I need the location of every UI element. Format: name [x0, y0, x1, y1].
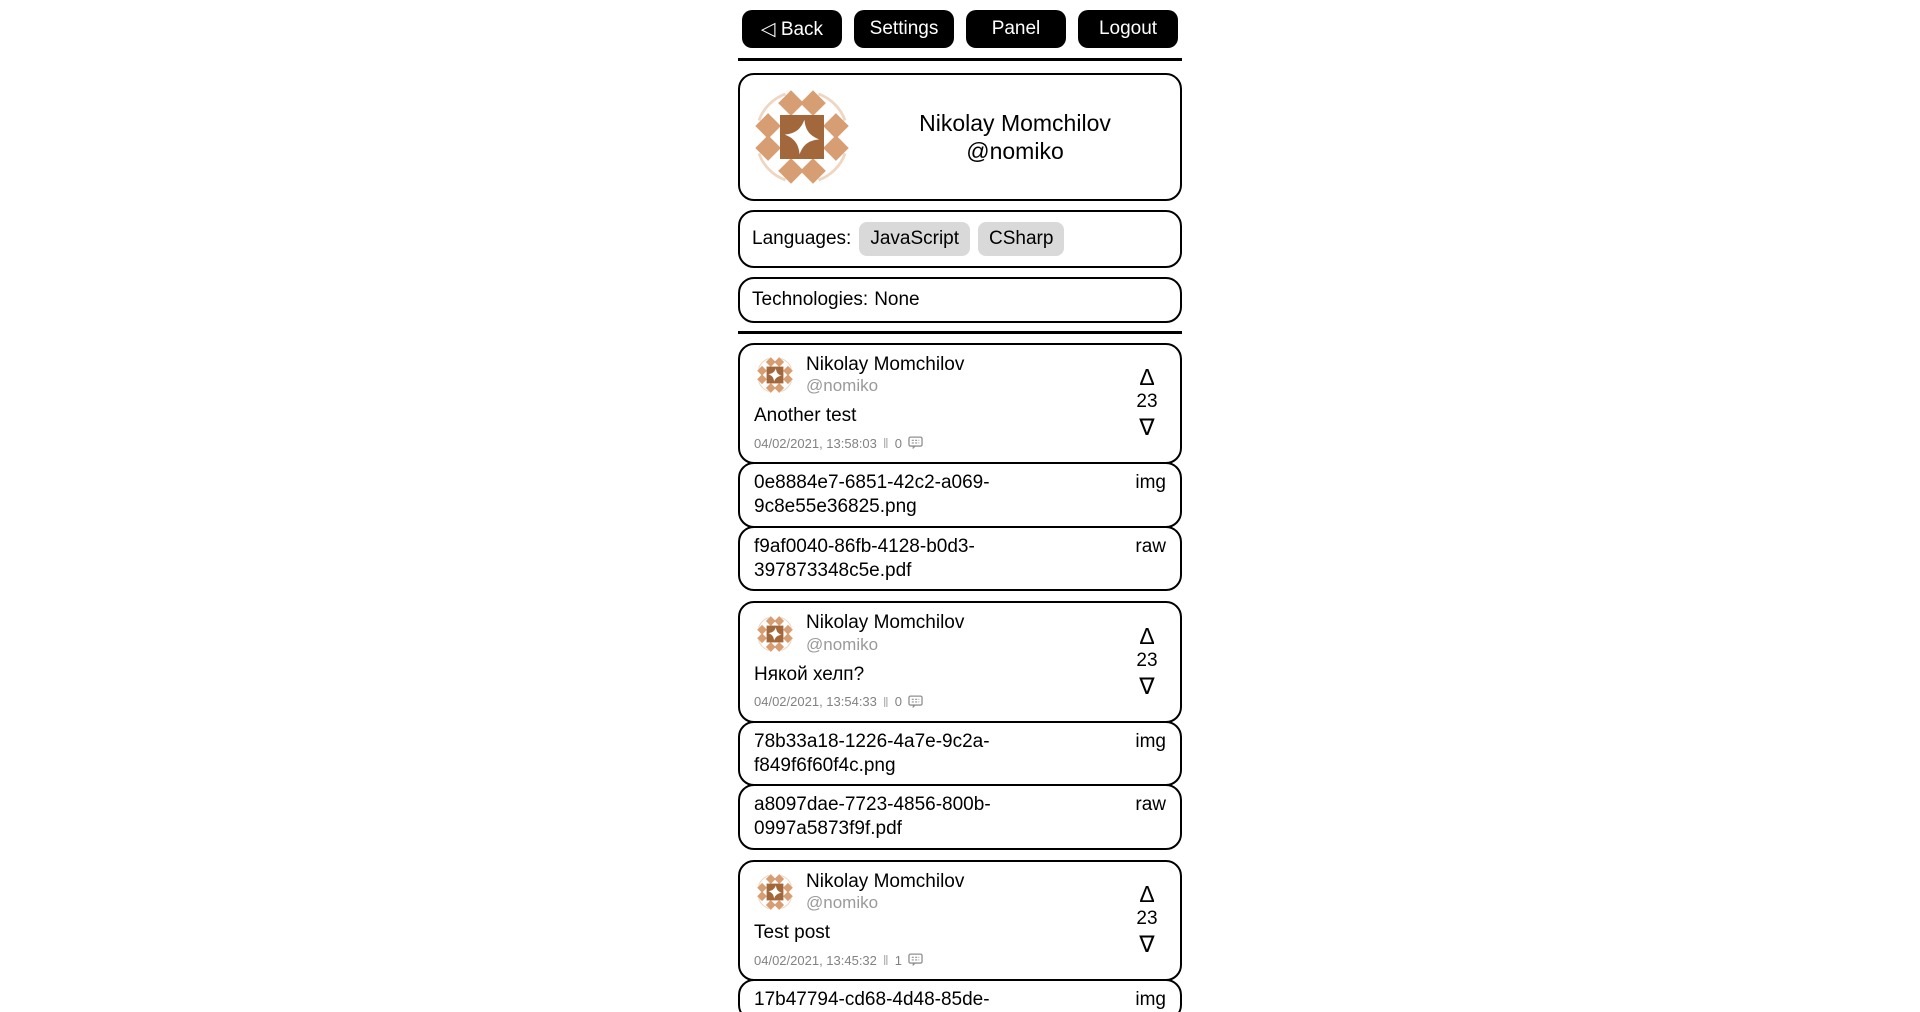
meta-separator: ‖: [882, 952, 889, 969]
comment-count: 0: [894, 435, 902, 451]
panel-button[interactable]: Panel: [966, 10, 1066, 48]
vote-column: [1128, 354, 1166, 451]
post-author-handle: @nomiko: [806, 893, 879, 913]
attachment-filename: 78b33a18-1226-4a7e-9c2a-f849f6f60f4c.png: [754, 730, 990, 776]
post-title: Another test: [754, 405, 857, 427]
upvote-button[interactable]: Δ: [1139, 622, 1155, 649]
attachment-filename: 0e8884e7-6851-42c2-a069-9c8e55e36825.png: [754, 472, 990, 518]
profile-page: [738, 0, 1182, 1012]
vote-count: 23: [1136, 908, 1158, 930]
post-meta: [754, 435, 1128, 451]
post-timestamp: 04/02/2021, 13:58:03: [754, 435, 877, 451]
post-header: [754, 612, 1128, 654]
post-group: [738, 860, 1182, 1012]
attachment-type: img: [1135, 730, 1166, 752]
back-button[interactable]: ◁ Back: [742, 10, 842, 48]
vote-column: [1128, 612, 1166, 709]
posts-divider: [738, 331, 1182, 334]
post-group: [738, 601, 1182, 849]
attachment-row[interactable]: [738, 721, 1182, 787]
post-author-avatar-icon: [754, 613, 796, 655]
technologies-label: Technologies:: [752, 289, 869, 310]
settings-button[interactable]: Settings: [854, 10, 954, 48]
language-badge-javascript: JavaScript: [859, 222, 970, 256]
post-meta: [754, 694, 1128, 710]
vote-count: 23: [1136, 391, 1158, 413]
downvote-button[interactable]: ∇: [1139, 672, 1155, 699]
profile-name: Nikolay Momchilov: [919, 109, 1111, 136]
post-group: [738, 343, 1182, 591]
attachment-row[interactable]: [738, 784, 1182, 850]
post-author-name: Nikolay Momchilov: [806, 354, 965, 375]
post-title: Някой хелп?: [754, 663, 865, 685]
post-author-avatar-icon: [754, 354, 796, 396]
post-card[interactable]: [738, 601, 1182, 722]
attachment-type: raw: [1135, 794, 1166, 816]
post-author-block: [806, 354, 964, 396]
technologies-card: [738, 277, 1182, 323]
toolbar: [738, 0, 1182, 48]
profile-handle: @nomiko: [966, 138, 1064, 164]
post-card[interactable]: [738, 343, 1182, 464]
attachment-row[interactable]: [738, 979, 1182, 1012]
comment-icon: [908, 953, 923, 967]
post-author-block: [806, 612, 964, 654]
attachment-type: img: [1135, 472, 1166, 494]
vote-count: 23: [1136, 649, 1158, 671]
post-card[interactable]: [738, 860, 1182, 981]
post-header: [754, 354, 1128, 396]
profile-names: [857, 109, 1173, 165]
comment-count: 1: [894, 952, 902, 968]
attachment-filename: a8097dae-7723-4856-800b-0997a5873f9f.pdf: [754, 794, 991, 840]
post-meta: [754, 952, 1128, 968]
downvote-button[interactable]: ∇: [1139, 931, 1155, 958]
attachment-row[interactable]: [738, 526, 1182, 592]
languages-label: Languages:: [752, 228, 852, 249]
attachment-filename: f9af0040-86fb-4128-b0d3-397873348c5e.pdf: [754, 535, 975, 581]
vote-column: [1128, 871, 1166, 968]
post-main: [754, 354, 1128, 451]
top-divider: [738, 58, 1182, 61]
languages-card: [738, 210, 1182, 268]
technologies-value: None: [874, 289, 920, 310]
post-header: [754, 871, 1128, 913]
comment-icon: [908, 695, 923, 709]
upvote-button[interactable]: Δ: [1139, 364, 1155, 391]
meta-separator: ‖: [882, 435, 889, 452]
post-author-block: [806, 871, 964, 913]
attachment-filename: 17b47794-cd68-4d48-85de-: [754, 989, 990, 1011]
comment-icon: [908, 436, 923, 450]
attachment-type: img: [1135, 989, 1166, 1011]
post-main: [754, 871, 1128, 968]
upvote-button[interactable]: Δ: [1139, 881, 1155, 908]
post-title: Test post: [754, 922, 831, 944]
post-author-handle: @nomiko: [806, 634, 879, 654]
downvote-button[interactable]: ∇: [1139, 414, 1155, 441]
posts-list: [738, 343, 1182, 1012]
attachment-type: raw: [1135, 535, 1166, 557]
post-author-name: Nikolay Momchilov: [806, 612, 965, 634]
profile-avatar-icon: [747, 82, 857, 192]
attachment-row[interactable]: [738, 462, 1182, 528]
post-author-avatar-icon: [754, 871, 796, 913]
profile-card: [738, 73, 1182, 201]
logout-button[interactable]: Logout: [1078, 10, 1178, 48]
post-timestamp: 04/02/2021, 13:45:32: [754, 952, 877, 968]
post-author-name: Nikolay Momchilov: [806, 870, 965, 892]
post-timestamp: 04/02/2021, 13:54:33: [754, 694, 877, 710]
meta-separator: ‖: [882, 693, 889, 710]
language-badge-csharp: CSharp: [978, 222, 1064, 256]
comment-count: 0: [894, 694, 902, 710]
post-author-handle: @nomiko: [806, 376, 879, 396]
post-main: [754, 612, 1128, 709]
